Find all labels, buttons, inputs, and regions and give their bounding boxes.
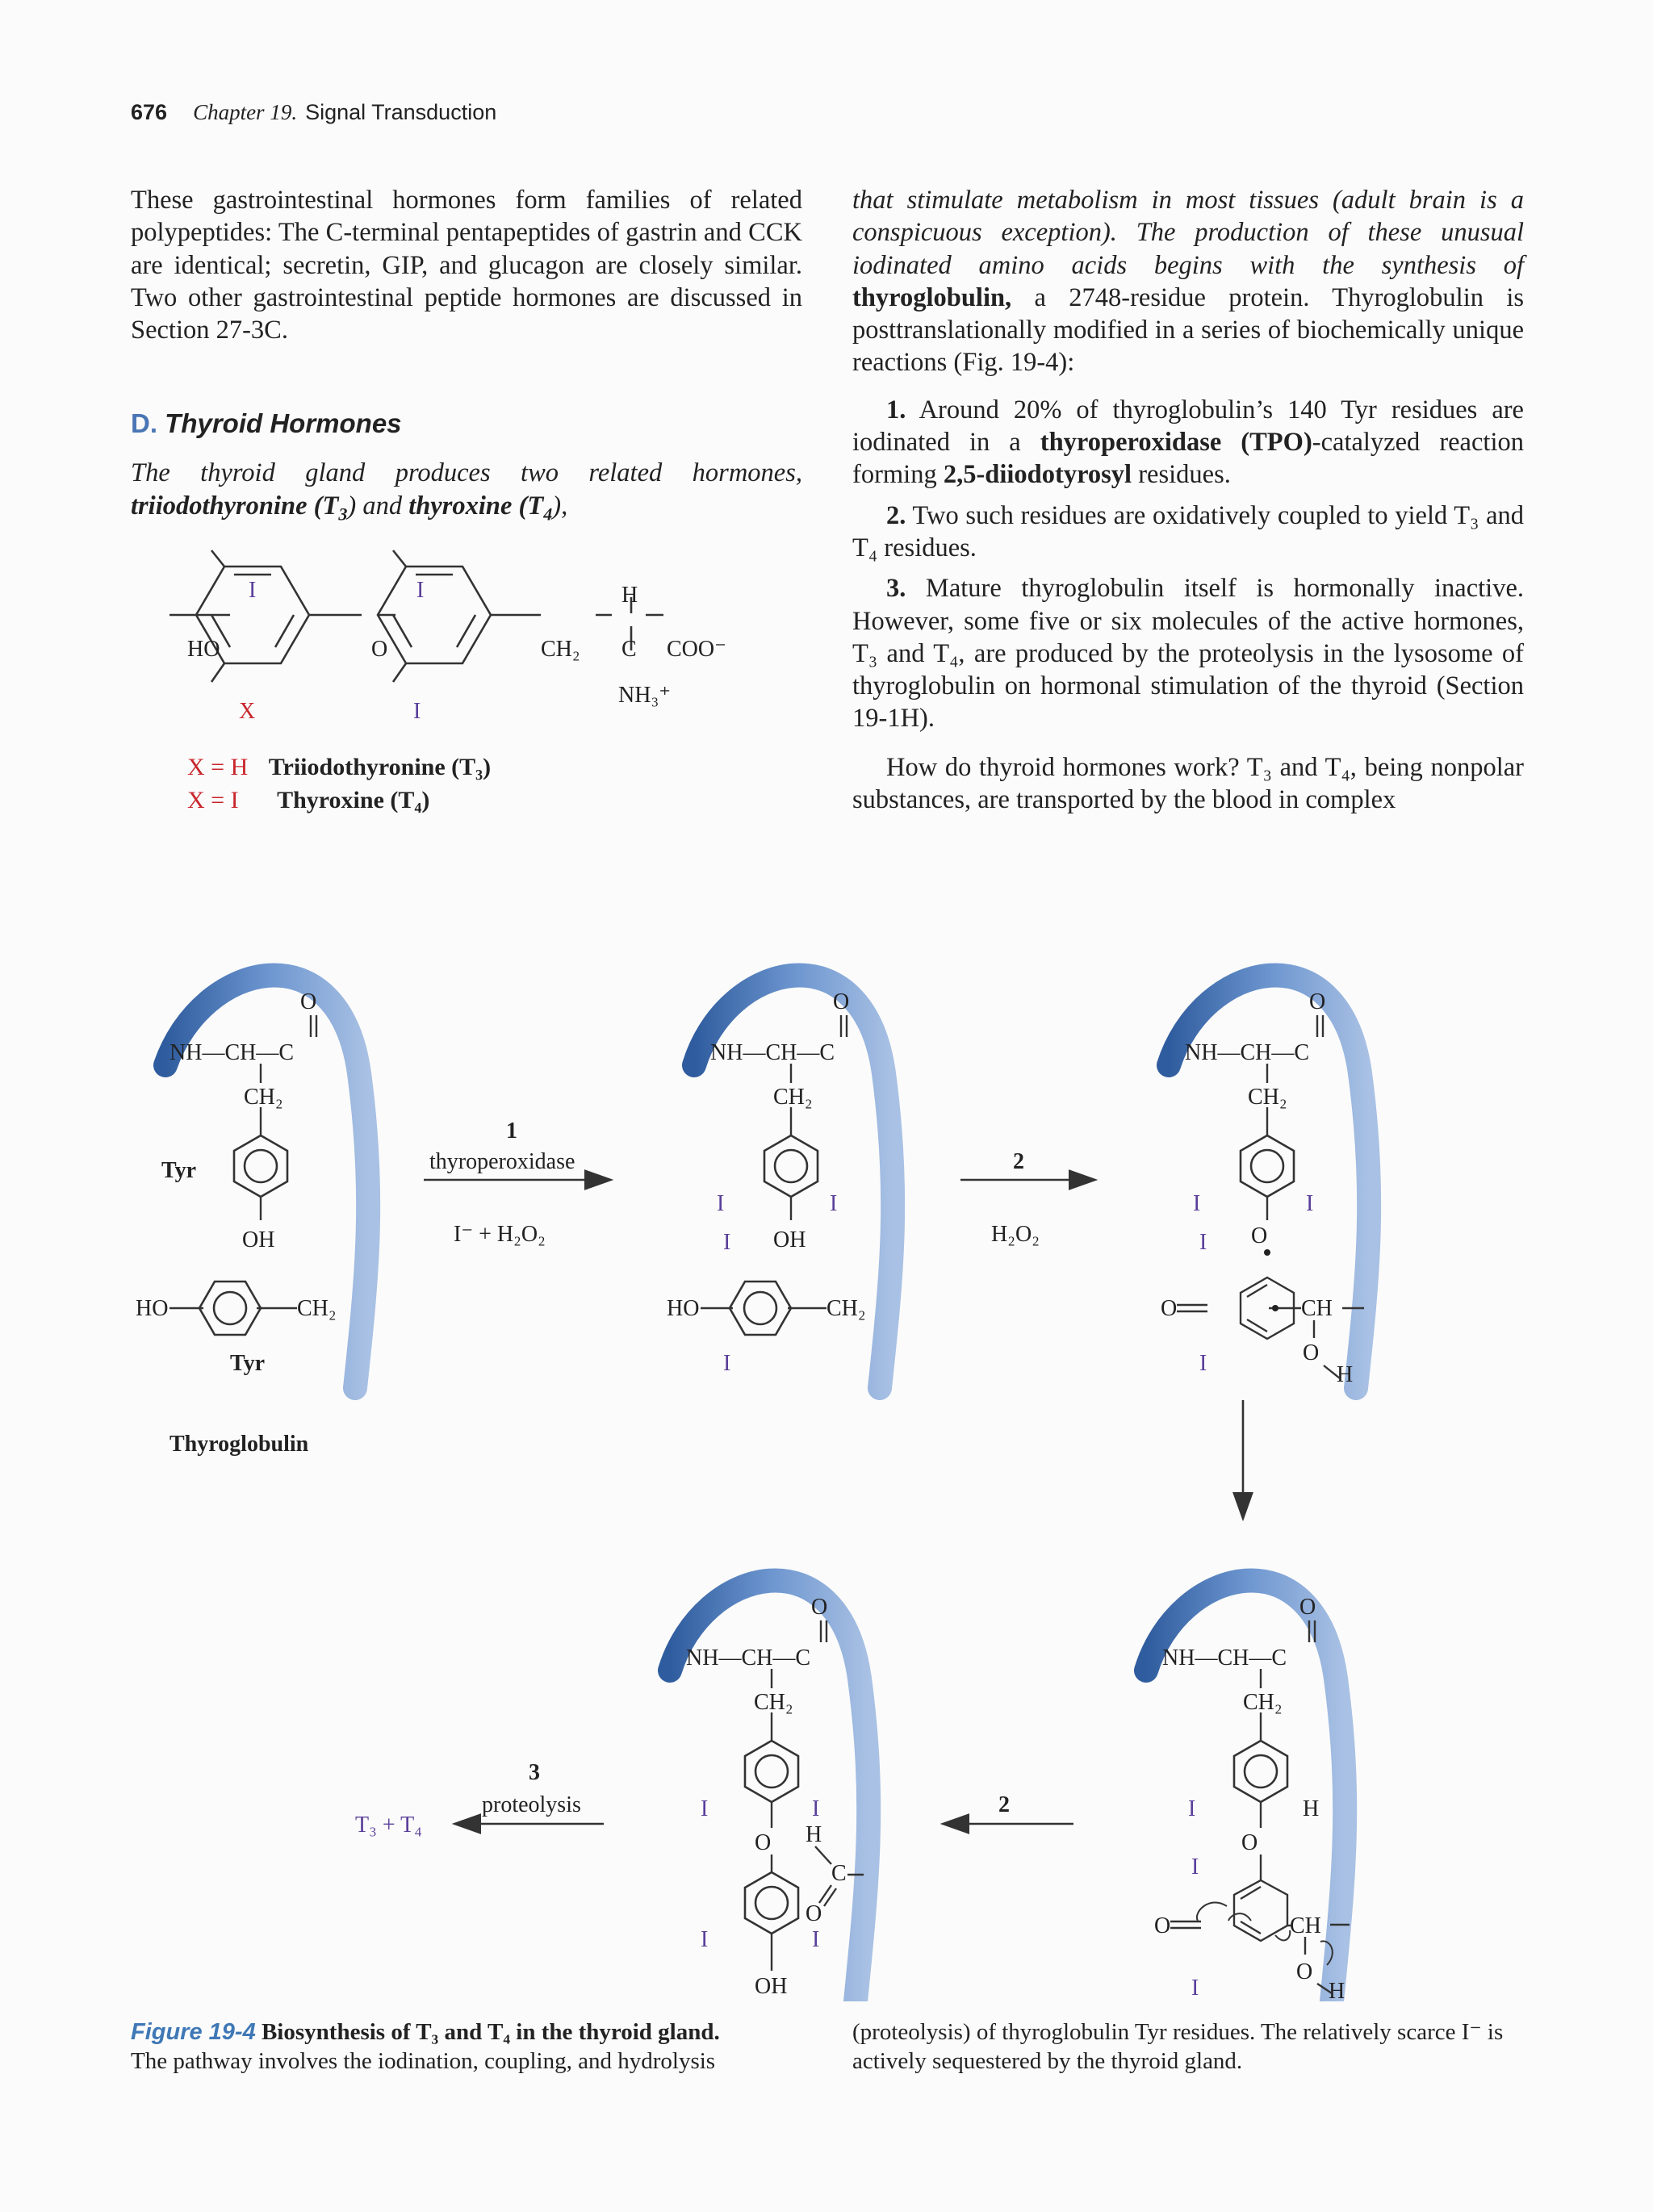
ch-label: CH bbox=[1290, 1913, 1321, 1938]
quinone-o: O bbox=[1161, 1296, 1178, 1321]
iodine-label: I bbox=[830, 1191, 838, 1216]
backbone-label: NH—CH—C bbox=[169, 1040, 295, 1065]
step-3: 3. Mature thyroglobulin itself is hormonally inactive. However, some five or six molecules of the active hormones, T₃ and T₄, are produced by the proteolysis in the lysosome of thyroglobulin on hormonal stimulation of the thyroid (Section 19-1H). bbox=[852, 574, 1524, 734]
ether-o: O bbox=[755, 1830, 772, 1855]
backbone-label: NH—CH—C bbox=[710, 1040, 835, 1065]
ch2-label: CH₂ bbox=[541, 637, 580, 662]
h-label: H bbox=[1337, 1362, 1354, 1387]
iodine-label: I bbox=[812, 1796, 820, 1821]
aldehyde-o: O bbox=[806, 1901, 822, 1926]
ch2-label: CH₂ bbox=[1243, 1690, 1283, 1715]
iodine-label: I bbox=[1188, 1796, 1196, 1821]
h-label: H bbox=[806, 1822, 822, 1847]
ether-oxygen: O bbox=[371, 637, 388, 662]
enzyme-label: thyroperoxidase bbox=[429, 1149, 575, 1174]
tyr-label: Tyr bbox=[230, 1351, 266, 1376]
quinone-o: O bbox=[1154, 1913, 1171, 1938]
ammonium: NH₃⁺ bbox=[618, 683, 671, 708]
chapter-title: Signal Transduction bbox=[305, 100, 497, 124]
thyronine-structure bbox=[0, 0, 823, 807]
step-number: 3 bbox=[529, 1760, 540, 1785]
x-equals-h: X = H bbox=[187, 754, 249, 780]
carboxylate: COO⁻ bbox=[667, 637, 726, 662]
carbonyl-o: O bbox=[1299, 1595, 1316, 1620]
ether-o: O bbox=[1241, 1830, 1258, 1855]
proteolysis-label: proteolysis bbox=[482, 1792, 581, 1817]
right-column bbox=[852, 184, 1524, 816]
figure-caption bbox=[131, 2018, 802, 2076]
iodine-label: I bbox=[1193, 1191, 1201, 1216]
h-label: H bbox=[1303, 1796, 1320, 1821]
ch2-label: CH₂ bbox=[773, 1085, 813, 1110]
ho-label: HO bbox=[187, 637, 220, 662]
oh-label: OH bbox=[773, 1227, 806, 1252]
intro-text: The thyroid gland produces two related hormones, bbox=[131, 458, 802, 487]
phenoxyl-o: O bbox=[1251, 1223, 1268, 1248]
step-number: 1 bbox=[506, 1119, 517, 1144]
paragraph: These gastrointestinal hormones form families of related polypeptides: The C-terminal pentapeptides of gastrin and CCK are identical; secretin, GIP, and glucagon are closely similar. Two other gastrointestinal peptide hormones are discussed in Section 27-3C. bbox=[131, 186, 802, 345]
legend-row-t4 bbox=[187, 784, 429, 817]
page-number: 676 bbox=[131, 100, 168, 124]
tyr-label: Tyr bbox=[161, 1158, 197, 1183]
caption-text: The pathway involves the iodination, coupling, and hydrolysis bbox=[131, 2048, 716, 2074]
iodine-label: I bbox=[1306, 1191, 1314, 1216]
iodine-label: I bbox=[413, 699, 421, 724]
figure-title: Biosynthesis of T₃ and T₄ in the thyroid gland. bbox=[255, 2019, 720, 2045]
step2b-arrow bbox=[944, 1792, 1073, 1824]
iodine-label: I bbox=[701, 1796, 709, 1821]
paragraph: How do thyroid hormones work? T₃ and T₄, being nonpolar substances, are transported by the blood in complex bbox=[852, 752, 1524, 815]
step2-arrow bbox=[960, 1149, 1094, 1247]
backbone-label: NH—CH—C bbox=[686, 1645, 811, 1670]
panel-radical-intermediates bbox=[1161, 975, 1369, 1388]
backbone-label: NH—CH—C bbox=[1162, 1645, 1287, 1670]
reagent-label: I⁻ + H₂O₂ bbox=[454, 1222, 546, 1247]
intro-text: ) and bbox=[347, 491, 409, 521]
c-label: C bbox=[831, 1861, 847, 1886]
term-t3: triiodothyronine ($T_3$ bbox=[131, 491, 348, 525]
ch2-label: CH₂ bbox=[244, 1085, 283, 1110]
reagent-label: H₂O₂ bbox=[991, 1222, 1040, 1247]
step-1: 1. Around 20% of thyroglobulin’s 140 Tyr residues are iodinated in a thyroperoxidase (TPO)-catalyzed reaction forming 2,5-diiodotyrosyl residues. bbox=[852, 395, 1524, 490]
carbonyl-o: O bbox=[300, 989, 317, 1014]
oh-label: OH bbox=[755, 1974, 788, 1999]
step-number: 2 bbox=[998, 1792, 1010, 1817]
chapter-number: Chapter 19. bbox=[193, 100, 298, 124]
iodine-label: I bbox=[723, 1351, 731, 1376]
backbone-label: NH—CH—C bbox=[1185, 1040, 1310, 1065]
panel-tyr bbox=[136, 975, 368, 1457]
products-label: T₃ + T₄ bbox=[355, 1813, 423, 1838]
carbonyl-o: O bbox=[1309, 989, 1326, 1014]
iodine-label: I bbox=[701, 1927, 709, 1952]
intro-text: ), bbox=[552, 491, 568, 521]
term-t4: thyroxine ($T_4$ bbox=[408, 491, 553, 525]
carbonyl-o: O bbox=[833, 989, 850, 1014]
carbonyl-o: O bbox=[811, 1595, 828, 1620]
iodine-label: I bbox=[249, 578, 257, 603]
h-label: H bbox=[621, 583, 638, 608]
ch2-label: CH₂ bbox=[297, 1296, 337, 1321]
iodine-label: I bbox=[717, 1191, 725, 1216]
panel-t4-residue bbox=[670, 1580, 868, 2001]
paragraph: that stimulate metabolism in most tissues (adult brain is a conspicuous exception). The production of these unusual iodinated amino acids begins with the synthesis of thyroglobulin, a 2748-residue protein. Thyroglobulin is posttranslationally modified in a series of biochemically unique reactions (Fig. 19-4): bbox=[852, 186, 1524, 378]
ch2-label: CH₂ bbox=[754, 1690, 793, 1715]
ho-label: HO bbox=[667, 1296, 700, 1321]
iodine-label: I bbox=[1199, 1351, 1207, 1376]
legend-row-t3 bbox=[187, 751, 491, 784]
step-2: 2. Two such residues are oxidatively coupled to yield T₃ and T₄ residues. bbox=[852, 500, 1524, 562]
h-label: H bbox=[1329, 1979, 1345, 2001]
hydroxyl-o: O bbox=[1303, 1340, 1320, 1365]
step3-arrow bbox=[355, 1760, 604, 1838]
panel-diiodotyrosine bbox=[667, 975, 893, 1388]
figure-caption-continued: (proteolysis) of thyroglobulin Tyr residues. The relatively scarce I⁻ is actively sequestered by the thyroid gland. bbox=[852, 2019, 1504, 2074]
thyroglobulin-scheme bbox=[0, 872, 1653, 2001]
step-number: 2 bbox=[1013, 1149, 1024, 1174]
iodine-label: I bbox=[812, 1927, 820, 1952]
ch2-label: CH₂ bbox=[1248, 1085, 1287, 1110]
iodine-label: I bbox=[723, 1230, 731, 1255]
alpha-carbon: C bbox=[621, 637, 637, 662]
t3-name: Triiodothyronine (T₃) bbox=[268, 754, 492, 780]
panel-coupled-intermediate bbox=[1146, 1580, 1350, 2001]
ch2-label: CH₂ bbox=[826, 1296, 866, 1321]
x-equals-i: X = I bbox=[187, 787, 239, 813]
ch-label: CH bbox=[1301, 1296, 1333, 1321]
section-title: Thyroid Hormones bbox=[165, 408, 402, 438]
iodine-label: I bbox=[416, 578, 425, 603]
section-letter: D. bbox=[131, 408, 157, 438]
t4-name: Thyroxine (T₄) bbox=[277, 787, 430, 813]
hydroxyl-o: O bbox=[1296, 1959, 1313, 1984]
iodine-label: I bbox=[1199, 1230, 1207, 1255]
x-label: X bbox=[239, 699, 256, 724]
figure-label: Figure 19-4 bbox=[131, 2019, 256, 2045]
iodine-label: I bbox=[1191, 1854, 1199, 1880]
oh-label: OH bbox=[242, 1227, 275, 1252]
thyroglobulin-label: Thyroglobulin bbox=[169, 1432, 309, 1457]
step1-arrow bbox=[424, 1119, 609, 1247]
ho-label: HO bbox=[136, 1296, 169, 1321]
iodine-label: I bbox=[1191, 1976, 1199, 2001]
